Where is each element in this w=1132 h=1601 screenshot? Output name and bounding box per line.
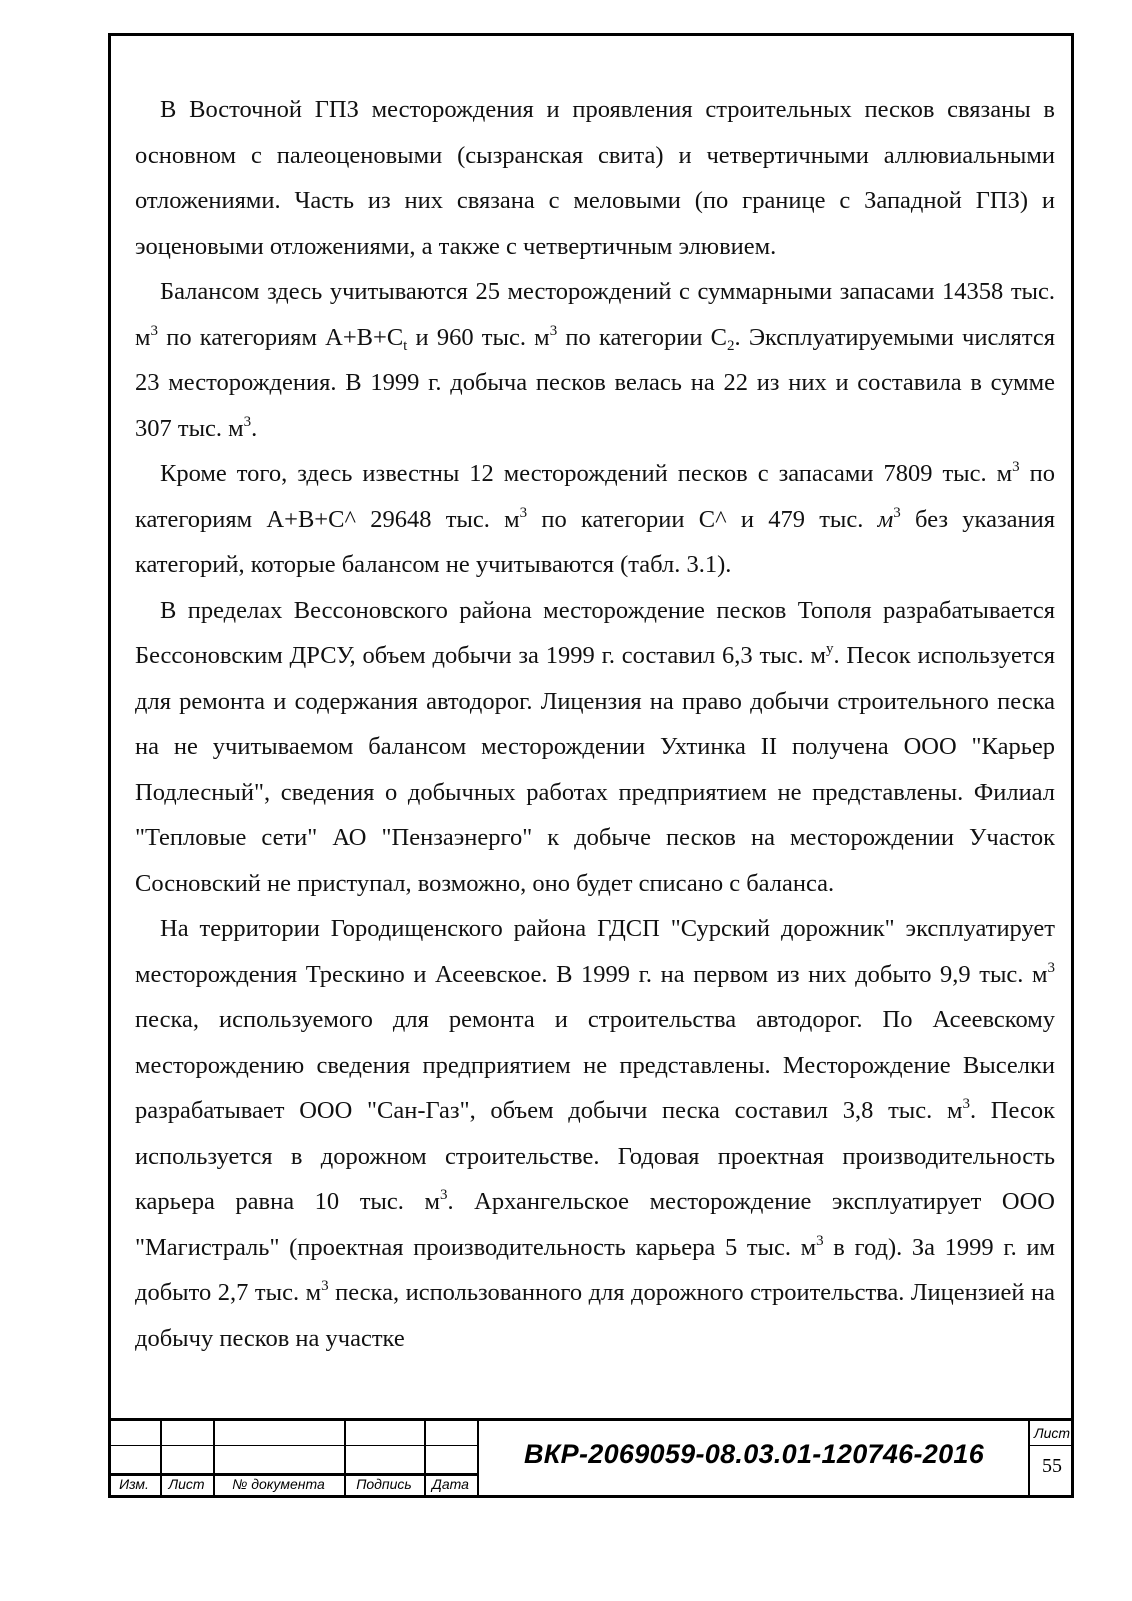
- document-body: [135, 87, 1055, 1361]
- sheet-label: Лист: [1033, 1425, 1071, 1441]
- paragraph-3: Кроме того, здесь известны 12 месторождений песков с запасами 7809 тыс. $м^3$ по категориям А+В+С^ 29648 тыс. $м^3$ по категории С^ и 479 тыс. $м^3$ без указания категорий, которые балансом не учитываются (табл. 3.1).: [135, 459, 1055, 578]
- page-number: 55: [1042, 1455, 1062, 1477]
- paragraph-5: На территории Городищенского района ГДСП "Сурский дорожник" эксплуатирует месторождения Трескино и Асеевское. В 1999 г. на первом из них добыто 9,9 тыс. $м^3$ песка, используемого для ремонта и строительства автодорог. По Асеевскому месторождению сведения предприятием не представлены. Месторождение Выселки разрабатывает ООО "Сан-Газ", объем добычи песка составил 3,8 тыс. $м^3$. Песок используется в дорожном строительстве. Годовая проектная производительность карьера равна 10 тыс. $м^3$. Архангельское месторождение эксплуатирует ООО "Магистраль" (проектная производительность карьера 5 тыс. $м^3$ в год). За 1999 г. им добыто 2,7 тыс. $м^3$ песка, использованного для дорожного строительства. Лицензией на добычу песков на участке: [135, 915, 1055, 1352]
- stamp-date-label: Дата: [432, 1476, 469, 1492]
- paragraph-4: В пределах Вессоновского района месторождение песков Тополя разрабатывается Бессоновским ДРСУ, объем добычи за 1999 г. составил 6,3 тыс. $м^у$. Песок используется для ремонта и содержания автодорог. Лицензия на право добычи строительного песка на не учитываемом балансом месторождении Ухтинка II получена ООО "Карьер Подлесный", сведения о добычных работах предприятием не представлены. Филиал "Тепловые сети" АО "Пензаэнерго" к добыче песков на месторождении Участок Сосновский не приступал, возможно, оно будет списано с баланса.: [135, 596, 1055, 897]
- paragraph-2: Балансом здесь учитываются 25 месторождений с суммарными запасами 14358 тыс. $м^3$ по категориям $А+В+С_t$ и 960 тыс. $м^3$ по категории $С_2$. Эксплуатируемыми числятся 23 месторождения. В 1999 г. добыча песков велась на 22 из них и составила в сумме 307 тыс. $м^3$.: [135, 278, 1055, 442]
- document-code: ВКР-2069059-08.03.01-120746-2016: [523, 1439, 985, 1469]
- stamp-row-line: [108, 1445, 478, 1446]
- stamp-divider: [477, 1421, 479, 1498]
- paragraph-1: В Восточной ГПЗ месторождения и проявления строительных песков связаны в основном с палеоценовыми (сызранская свита) и четвертичными аллювиальными отложениями. Часть из них связана с меловыми (по границе с Западной ГПЗ) и эоценовыми отложениями, а также с четвертичным элювием.: [135, 96, 1055, 260]
- stamp-document-label: № документа: [232, 1476, 325, 1492]
- stamp-signature-label: Подпись: [356, 1476, 412, 1492]
- title-block: [108, 1418, 1074, 1498]
- stamp-list-label: Лист: [168, 1476, 205, 1492]
- stamp-izm-label: Изм.: [119, 1476, 149, 1492]
- stamp-row-line: [1028, 1445, 1074, 1446]
